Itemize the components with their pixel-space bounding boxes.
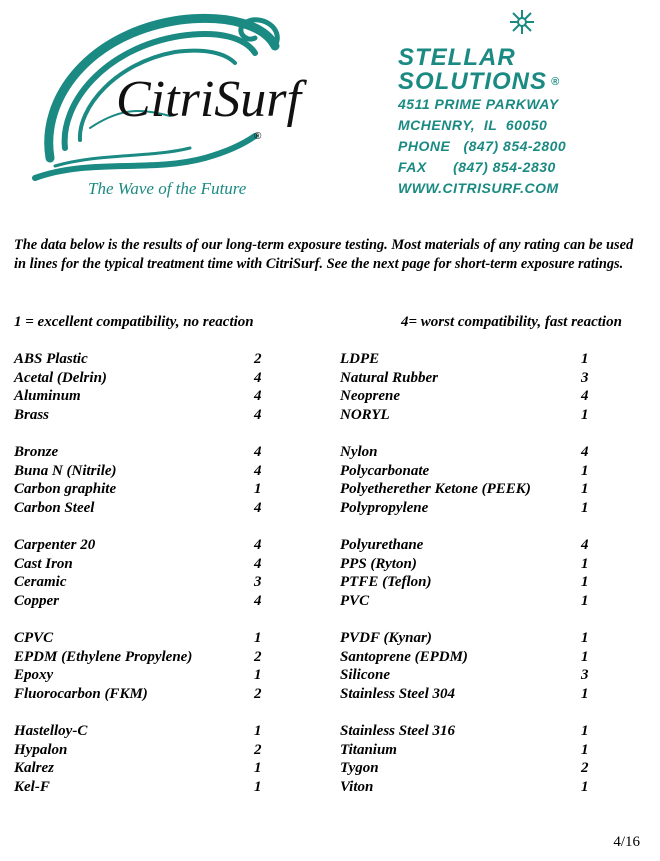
compatibility-rating: 4 xyxy=(254,537,262,553)
compatibility-rating: 1 xyxy=(254,760,262,777)
material-name: Hastelloy-C xyxy=(14,723,88,739)
compatibility-rating: 1 xyxy=(581,648,589,665)
material-name: PVDF (Kynar) xyxy=(340,630,432,646)
compatibility-rating: 1 xyxy=(254,723,262,739)
compatibility-rating: 1 xyxy=(254,481,262,498)
compatibility-rating: 4 xyxy=(254,369,262,386)
compatibility-rating: 2 xyxy=(581,760,589,777)
material-name: Epoxy xyxy=(14,667,54,684)
address-line-website: WWW.CITRISURF.COM xyxy=(398,180,559,196)
material-name: LDPE xyxy=(340,351,380,367)
compatibility-rating: 3 xyxy=(254,574,262,591)
material-name: Carbon graphite xyxy=(14,481,117,498)
compatibility-rating: 4 xyxy=(581,444,589,460)
compatibility-rating: 4 xyxy=(254,593,262,610)
compatibility-rating: 2 xyxy=(254,648,262,665)
registered-mark: ® xyxy=(551,76,561,88)
compatibility-rating: 1 xyxy=(581,481,589,498)
material-name: Titanium xyxy=(340,741,397,758)
material-name: Neoprene xyxy=(340,388,400,405)
compatibility-rating: 1 xyxy=(581,574,589,591)
compatibility-rating: 4 xyxy=(254,407,262,424)
address-line-fax: FAX (847) 854-2830 xyxy=(398,159,556,175)
compatibility-rating: 2 xyxy=(254,351,262,367)
material-name: NORYL xyxy=(340,407,390,424)
material-name: Acetal (Delrin) xyxy=(14,369,107,386)
material-name: Hypalon xyxy=(14,741,68,758)
compatibility-rating: 1 xyxy=(581,462,589,479)
wave-logo-icon xyxy=(30,8,320,203)
material-name: Natural Rubber xyxy=(340,369,438,386)
compatibility-rating: 1 xyxy=(254,779,262,796)
company-name-line1: STELLAR xyxy=(398,44,516,71)
material-name: PPS (Ryton) xyxy=(340,555,417,572)
legend-best: 1 = excellent compatibility, no reaction xyxy=(14,314,254,330)
material-name: EPDM (Ethylene Propylene) xyxy=(14,648,193,665)
compatibility-rating: 1 xyxy=(581,779,589,796)
compatibility-rating: 4 xyxy=(581,388,589,405)
material-name: Stainless Steel 316 xyxy=(340,723,456,739)
compatibility-rating: 1 xyxy=(581,351,589,367)
material-name: Stainless Steel 304 xyxy=(340,686,456,703)
compatibility-rating: 1 xyxy=(581,555,589,572)
compatibility-rating: 4 xyxy=(254,462,262,479)
material-name: Tygon xyxy=(340,760,379,777)
material-name: Fluorocarbon (FKM) xyxy=(14,686,148,703)
logo-tagline: The Wave of the Future xyxy=(88,179,247,198)
material-name: PVC xyxy=(340,593,370,610)
address-line-city: MCHENRY, IL 60050 xyxy=(398,117,548,133)
material-name: Kel-F xyxy=(14,779,50,796)
material-name: Copper xyxy=(14,593,59,610)
compatibility-rating: 3 xyxy=(581,369,589,386)
svg-text:®: ® xyxy=(254,131,262,142)
material-name: Viton xyxy=(340,779,374,796)
star-icon xyxy=(508,8,536,36)
material-name: CPVC xyxy=(14,630,54,646)
compatibility-rating: 1 xyxy=(581,593,589,610)
material-name: Silicone xyxy=(340,667,391,684)
material-name: Brass xyxy=(14,407,50,424)
compatibility-rating: 4 xyxy=(254,444,262,460)
page-number: 4/16 xyxy=(613,834,640,850)
material-name: Cast Iron xyxy=(14,555,73,572)
material-name: Carpenter 20 xyxy=(14,537,96,553)
material-name: Nylon xyxy=(340,444,378,460)
material-name: Polyetherether Ketone (PEEK) xyxy=(340,481,531,498)
compatibility-rating: 4 xyxy=(254,500,262,517)
material-name: Aluminum xyxy=(14,388,81,405)
address-line-phone: PHONE (847) 854-2800 xyxy=(398,138,567,154)
material-name: Polypropylene xyxy=(340,500,429,517)
compatibility-rating: 3 xyxy=(581,667,589,684)
citrisurf-logo xyxy=(30,8,320,203)
compatibility-rating: 1 xyxy=(581,407,589,424)
material-name: Santoprene (EPDM) xyxy=(340,648,468,665)
compatibility-rating: 1 xyxy=(581,741,589,758)
material-name: Bronze xyxy=(14,444,59,460)
intro-paragraph: The data below is the results of our long-term exposure testing. Most materials of any rating can be used in lines for the typical treatment time with CitriSurf. See the next page for short-term exposure ratings. xyxy=(14,237,634,272)
compatibility-rating: 1 xyxy=(581,500,589,517)
compatibility-rating: 1 xyxy=(581,630,589,646)
compatibility-rating: 1 xyxy=(581,686,589,703)
material-name: Polyurethane xyxy=(340,537,424,553)
legend-worst: 4= worst compatibility, fast reaction xyxy=(401,314,622,330)
material-name: Polycarbonate xyxy=(340,462,430,479)
compatibility-rating: 4 xyxy=(254,388,262,405)
compatibility-rating: 4 xyxy=(254,555,262,572)
material-name: ABS Plastic xyxy=(14,351,88,367)
material-name: Ceramic xyxy=(14,574,67,591)
material-name: Carbon Steel xyxy=(14,500,95,517)
compatibility-rating: 2 xyxy=(254,741,262,758)
company-block xyxy=(398,14,648,199)
material-name: Buna N (Nitrile) xyxy=(14,462,117,479)
compatibility-rating: 1 xyxy=(254,630,262,646)
compatibility-rating: 1 xyxy=(254,667,262,684)
compatibility-rating: 4 xyxy=(581,537,589,553)
logo-text: CitriSurf xyxy=(116,71,301,128)
compatibility-rating: 2 xyxy=(254,686,262,703)
compatibility-rating: 1 xyxy=(581,723,589,739)
company-name-line2: SOLUTIONS xyxy=(398,68,548,95)
material-name: PTFE (Teflon) xyxy=(340,574,432,591)
address-line-street: 4511 PRIME PARKWAY xyxy=(398,96,559,112)
material-name: Kalrez xyxy=(14,760,55,777)
